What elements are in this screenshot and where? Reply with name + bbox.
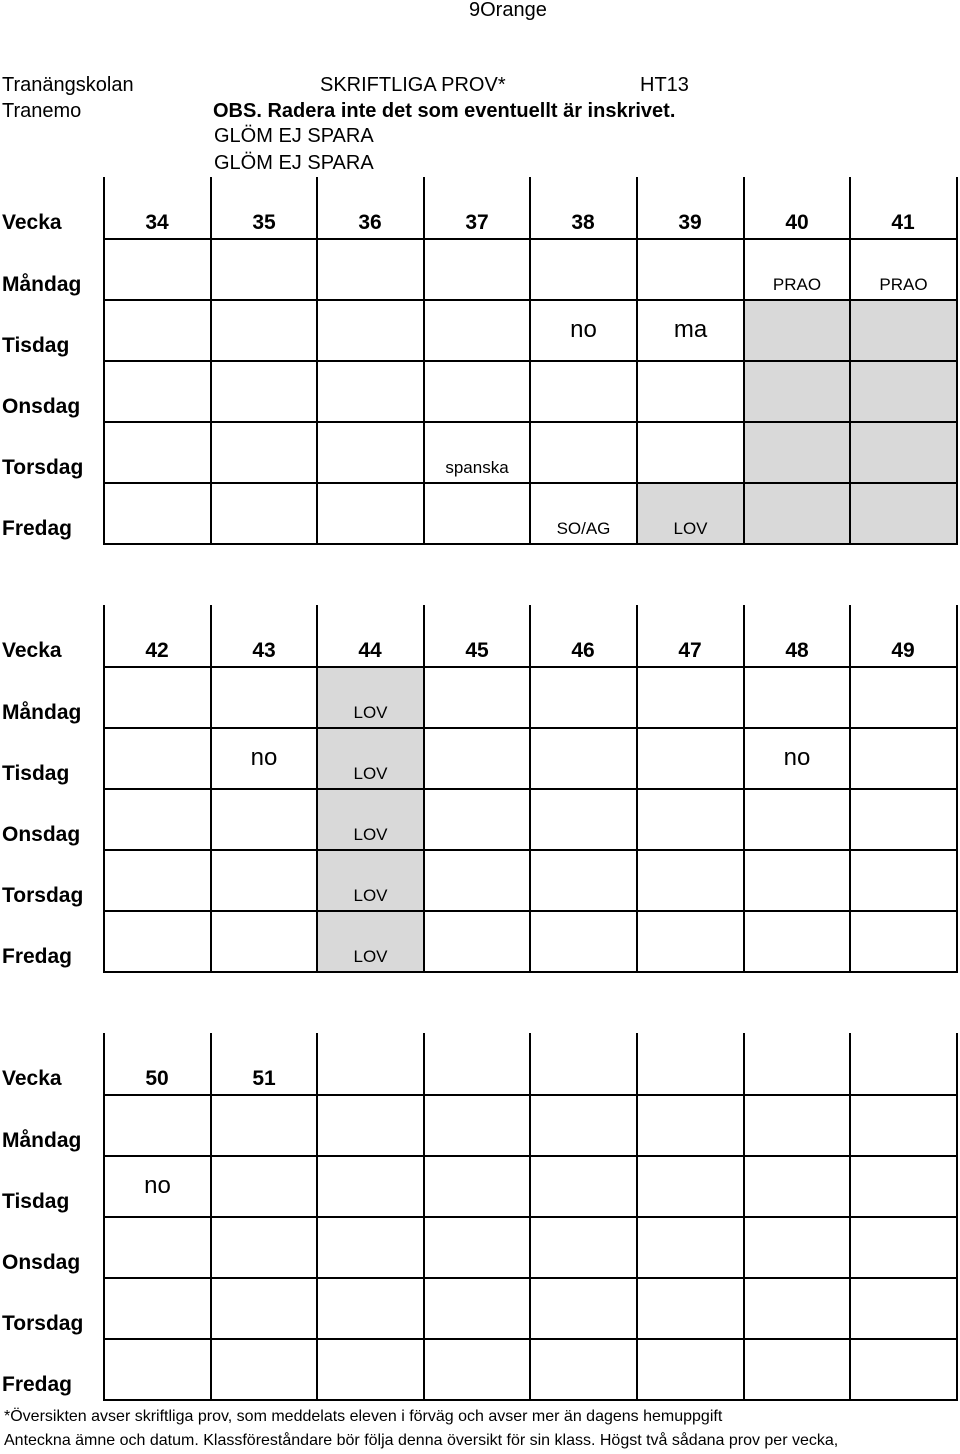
day-label: Torsdag [2,1312,84,1335]
grid-horizontal-line [104,727,957,729]
week-number: 51 [252,1067,276,1090]
day-label: Tisdag [2,1190,70,1213]
week-number: 49 [891,639,915,662]
shaded-cell [744,483,850,544]
grid-horizontal-line [104,1216,957,1218]
week-number: 43 [252,639,276,662]
week-label: Vecka [2,639,62,662]
schedule-entry: PRAO [772,275,822,294]
grid-horizontal-line [104,360,957,362]
schedule-entry: LOV [673,519,708,538]
day-label: Tisdag [2,334,70,357]
class-name: 9Orange [469,0,547,21]
grid-horizontal-line [104,1094,957,1096]
week-number: 38 [571,211,595,234]
schedule-entry: LOV [353,886,388,905]
day-label: Måndag [2,273,82,296]
day-label: Måndag [2,701,82,724]
week-number: 45 [465,639,489,662]
footnote-line-2: Anteckna ämne och datum. Klassföreståndare bör följa denna översikt för sin klass. Högst två sådana prov per vecka, [4,1432,839,1449]
week-number: 48 [785,639,809,662]
schedule-block-2 [0,605,960,973]
schedule-entry: no [250,744,278,771]
day-label: Fredag [2,517,73,540]
schedule-entry: no [570,316,597,343]
week-label: Vecka [2,1067,62,1090]
grid-horizontal-line [104,482,957,484]
week-label: Vecka [2,211,62,234]
shaded-cell [850,483,957,544]
shaded-cell [744,361,850,422]
grid-horizontal-line [104,666,957,668]
day-label: Måndag [2,1129,82,1152]
grid-horizontal-line [104,421,957,423]
grid-horizontal-line [104,849,957,851]
schedule-entry: SO/AG [556,519,611,538]
shaded-cell [744,422,850,483]
grid-horizontal-line [104,1338,957,1340]
day-label: Fredag [2,1373,73,1396]
schedule-entry: ma [673,316,708,343]
schedule-entry: spanska [445,458,509,477]
schedule-entry: no [783,744,811,771]
day-label: Torsdag [2,884,84,907]
schedule-entry: PRAO [879,275,928,294]
shaded-cell [850,422,957,483]
schedule-entry: LOV [353,764,388,783]
day-label: Torsdag [2,456,84,479]
town-name: Tranemo [2,100,82,122]
week-number: 46 [571,639,595,662]
week-number: 41 [891,211,915,234]
day-label: Onsdag [2,395,81,418]
schedule-block-1 [0,177,960,545]
schedule-entry: LOV [353,703,388,722]
grid-horizontal-line [104,299,957,301]
document-title: SKRIFTLIGA PROV* [320,74,506,96]
day-label: Onsdag [2,823,81,846]
week-number: 36 [358,211,382,234]
grid-horizontal-line [104,1399,957,1401]
week-number: 50 [145,1067,169,1090]
schedule-entry: LOV [353,825,388,844]
grid-horizontal-line [104,1277,957,1279]
grid-horizontal-line [104,1155,957,1157]
reminder-save-2: GLÖM EJ SPARA [214,152,374,174]
day-label: Tisdag [2,762,70,785]
grid-horizontal-line [104,238,957,240]
week-number: 42 [145,639,169,662]
term-label: HT13 [640,74,689,96]
grid-horizontal-line [104,971,957,973]
notice-text: OBS. Radera inte det som eventuellt är inskrivet. [213,100,676,122]
week-number: 34 [145,211,169,234]
grid-horizontal-line [104,788,957,790]
day-label: Onsdag [2,1251,81,1274]
week-number: 39 [678,211,702,234]
footnote-line-1: *Översikten avser skriftliga prov, som meddelats eleven i förväg och avser mer än dagens hemuppgift [4,1408,723,1425]
week-number: 40 [785,211,809,234]
grid-horizontal-line [104,543,957,545]
week-number: 44 [358,639,382,662]
school-name: Tranängskolan [2,74,134,96]
shaded-cell [850,300,957,361]
week-number: 47 [678,639,702,662]
day-label: Fredag [2,945,73,968]
schedule-block-3 [0,1033,960,1401]
week-number: 35 [252,211,276,234]
grid-horizontal-line [104,910,957,912]
schedule-entry: no [144,1172,171,1199]
shaded-cell [850,361,957,422]
week-number: 37 [465,211,489,234]
shaded-cell [744,300,850,361]
reminder-save-1: GLÖM EJ SPARA [214,125,374,147]
schedule-entry: LOV [353,947,388,966]
